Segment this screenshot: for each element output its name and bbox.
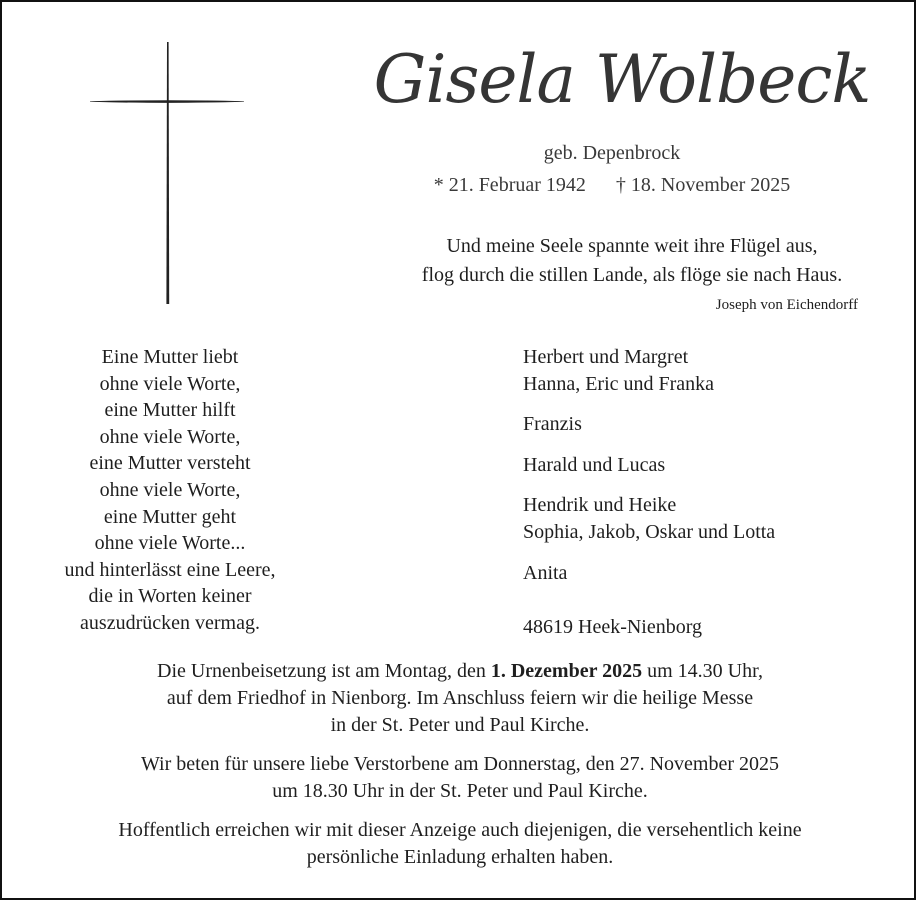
quote-line: flog durch die stillen Lande, als flöge sie nach Haus. (421, 264, 843, 286)
family-place: 48619 Heek-Nienborg (523, 616, 703, 639)
notice-line: Hoffentlich erreichen wir mit dieser Anzeige auch diejenigen, die versehentlich keine (118, 819, 802, 841)
birth-date: * 21. Februar 1942 (433, 174, 586, 196)
poem-line: eine Mutter geht (103, 505, 237, 528)
poem-line: Eine Mutter liebt (101, 346, 239, 368)
ceremony-text: um 14.30 Uhr, (642, 660, 763, 682)
family-member: Harald und Lucas (523, 453, 666, 476)
cross-icon (90, 42, 250, 312)
prayer-line: um 18.30 Uhr in der St. Peter und Paul Kirche. (272, 780, 648, 802)
family-member: Franzis (523, 413, 582, 436)
ceremony-info (22, 658, 898, 739)
family-member: Sophia, Jakob, Oskar und Lotta (523, 520, 776, 543)
poem-line: die in Worten keiner (88, 585, 252, 608)
ceremony-line: in der St. Peter und Paul Kirche. (330, 714, 590, 736)
family-group (523, 344, 903, 397)
poem-line: ohne viele Worte, (99, 425, 241, 448)
poem-line: eine Mutter versteht (89, 452, 251, 475)
family-member: Anita (523, 561, 568, 584)
family-list (523, 344, 903, 641)
notice-text (22, 817, 898, 871)
quote-author: Joseph von Eichendorff (715, 297, 858, 313)
ceremony-line (22, 658, 898, 685)
death-date: † 18. November 2025 (615, 174, 791, 196)
notice-line: persönliche Einladung erhalten haben. (306, 846, 614, 868)
family-member: Hendrik und Heike (523, 494, 677, 517)
quote-line: Und meine Seele spannte weit ihre Flügel aus, (446, 235, 818, 257)
poem-line: ohne viele Worte... (94, 532, 246, 555)
life-dates (362, 172, 862, 198)
family-member: Hanna, Eric und Franka (523, 372, 715, 395)
poem-line: auszudrücken vermag. (80, 611, 260, 634)
poem-line: und hinterlässt eine Leere, (64, 558, 276, 581)
quote (342, 232, 916, 290)
deceased-name: Gisela Wolbeck (373, 41, 871, 118)
poem-line: eine Mutter hilft (104, 399, 236, 422)
ceremony-text: Die Urnenbeisetzung ist am Montag, den (157, 660, 491, 682)
poem-line: ohne viele Worte, (99, 478, 241, 501)
ceremony-line: auf dem Friedhof in Nienborg. Im Anschluss feiern wir die heilige Messe (166, 687, 754, 709)
family-group (523, 411, 903, 438)
ceremony-date: 1. Dezember 2025 (490, 660, 643, 682)
mother-poem (20, 344, 320, 637)
poem-line: ohne viele Worte, (99, 372, 241, 395)
prayer-line: Wir beten für unsere liebe Verstorbene am Donnerstag, den 27. November 2025 (140, 753, 780, 775)
family-member: Herbert und Margret (523, 346, 689, 368)
maiden-name: geb. Depenbrock (543, 142, 681, 164)
family-group (523, 492, 903, 545)
family-group (523, 560, 903, 587)
prayer-info (22, 751, 898, 805)
family-group (523, 452, 903, 479)
